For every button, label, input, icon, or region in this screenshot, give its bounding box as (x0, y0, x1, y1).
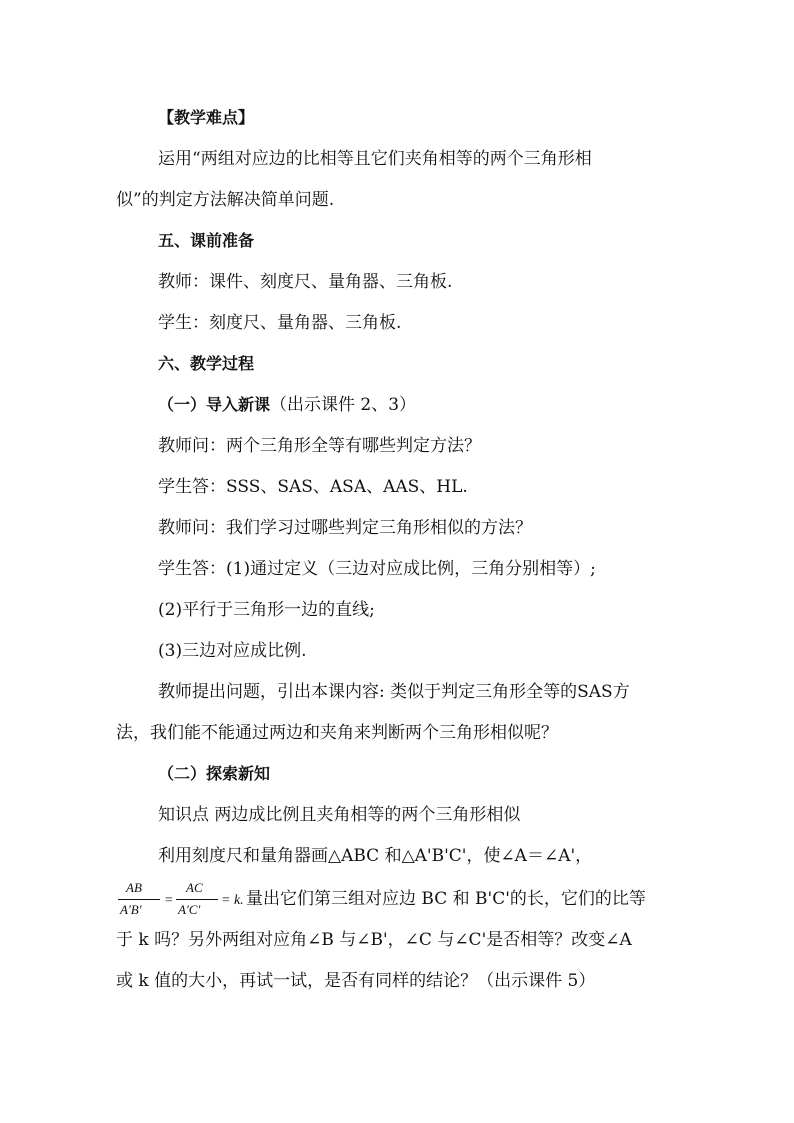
explore-line-3: 于 k 吗？另外两组对应角∠B 与∠B'，∠C 与∠C'是否相等？改变∠A (116, 930, 632, 950)
answer-2-line-1: 学生答：(1)通过定义（三边对应成比例，三角分别相等）; (158, 559, 596, 579)
fraction-ac-denominator: A′C′ (178, 902, 201, 917)
explore-line-4: 或 k 值的大小，再试一试，是否有同样的结论？（出示课件 5） (116, 971, 596, 991)
fraction-equals-k: = k. (221, 893, 244, 908)
part-2-heading: （二）探索新知 (158, 764, 271, 783)
difficulty-line-1: 运用“两组对应边的比相等且它们夹角相等的两个三角形相 (158, 149, 592, 169)
prep-student: 学生：刻度尺、量角器、三角板. (158, 313, 402, 333)
question-2: 教师问：我们学习过哪些判定三角形相似的方法？ (158, 518, 532, 538)
fraction-ab-denominator: A′B′ (120, 902, 142, 917)
question-1: 教师问：两个三角形全等有哪些判定方法？ (158, 436, 481, 456)
fraction-ab (118, 880, 162, 926)
intro-line-2: 法，我们能不能通过两边和夹角来判断两个三角形相似呢？ (116, 723, 558, 743)
answer-1: 学生答：SSS、SAS、ASA、AAS、HL. (158, 477, 468, 497)
difficulty-heading: 【教学难点】 (158, 108, 255, 127)
section-5-heading: 五、课前准备 (158, 231, 255, 250)
answer-2-line-3: (3)三边对应成比例. (158, 641, 307, 661)
explore-line-1: 利用刻度尺和量角器画△ABC 和△A'B'C'，使∠A＝∠A'， (158, 846, 593, 866)
part-1-heading: （一）导入新课 (158, 395, 271, 414)
section-6-heading: 六、教学过程 (158, 354, 255, 373)
part-1-heading-note: （出示课件 2、3） (270, 395, 417, 415)
fraction-ab-bar (118, 899, 160, 900)
fraction-equals: = (164, 893, 174, 908)
answer-2-line-2: (2)平行于三角形一边的直线; (158, 600, 375, 620)
fraction-ac-bar (176, 899, 218, 900)
difficulty-line-2: 似”的判定方法解决简单问题. (116, 190, 335, 210)
fraction-ac-numerator: AC (186, 880, 203, 895)
intro-line-1: 教师提出问题，引出本课内容: 类似于判定三角形全等的SAS方 (158, 682, 630, 702)
part-1-heading-line (158, 393, 416, 417)
explore-line-2: 量出它们第三组对应边 BC 和 B'C'的长，它们的比等 (246, 889, 646, 909)
prep-teacher: 教师：课件、刻度尺、量角器、三角板. (158, 272, 453, 292)
fraction-ac (176, 880, 220, 926)
fraction-ab-numerator: AB (126, 880, 142, 895)
knowledge-point: 知识点 两边成比例且夹角相等的两个三角形相似 (158, 805, 521, 825)
